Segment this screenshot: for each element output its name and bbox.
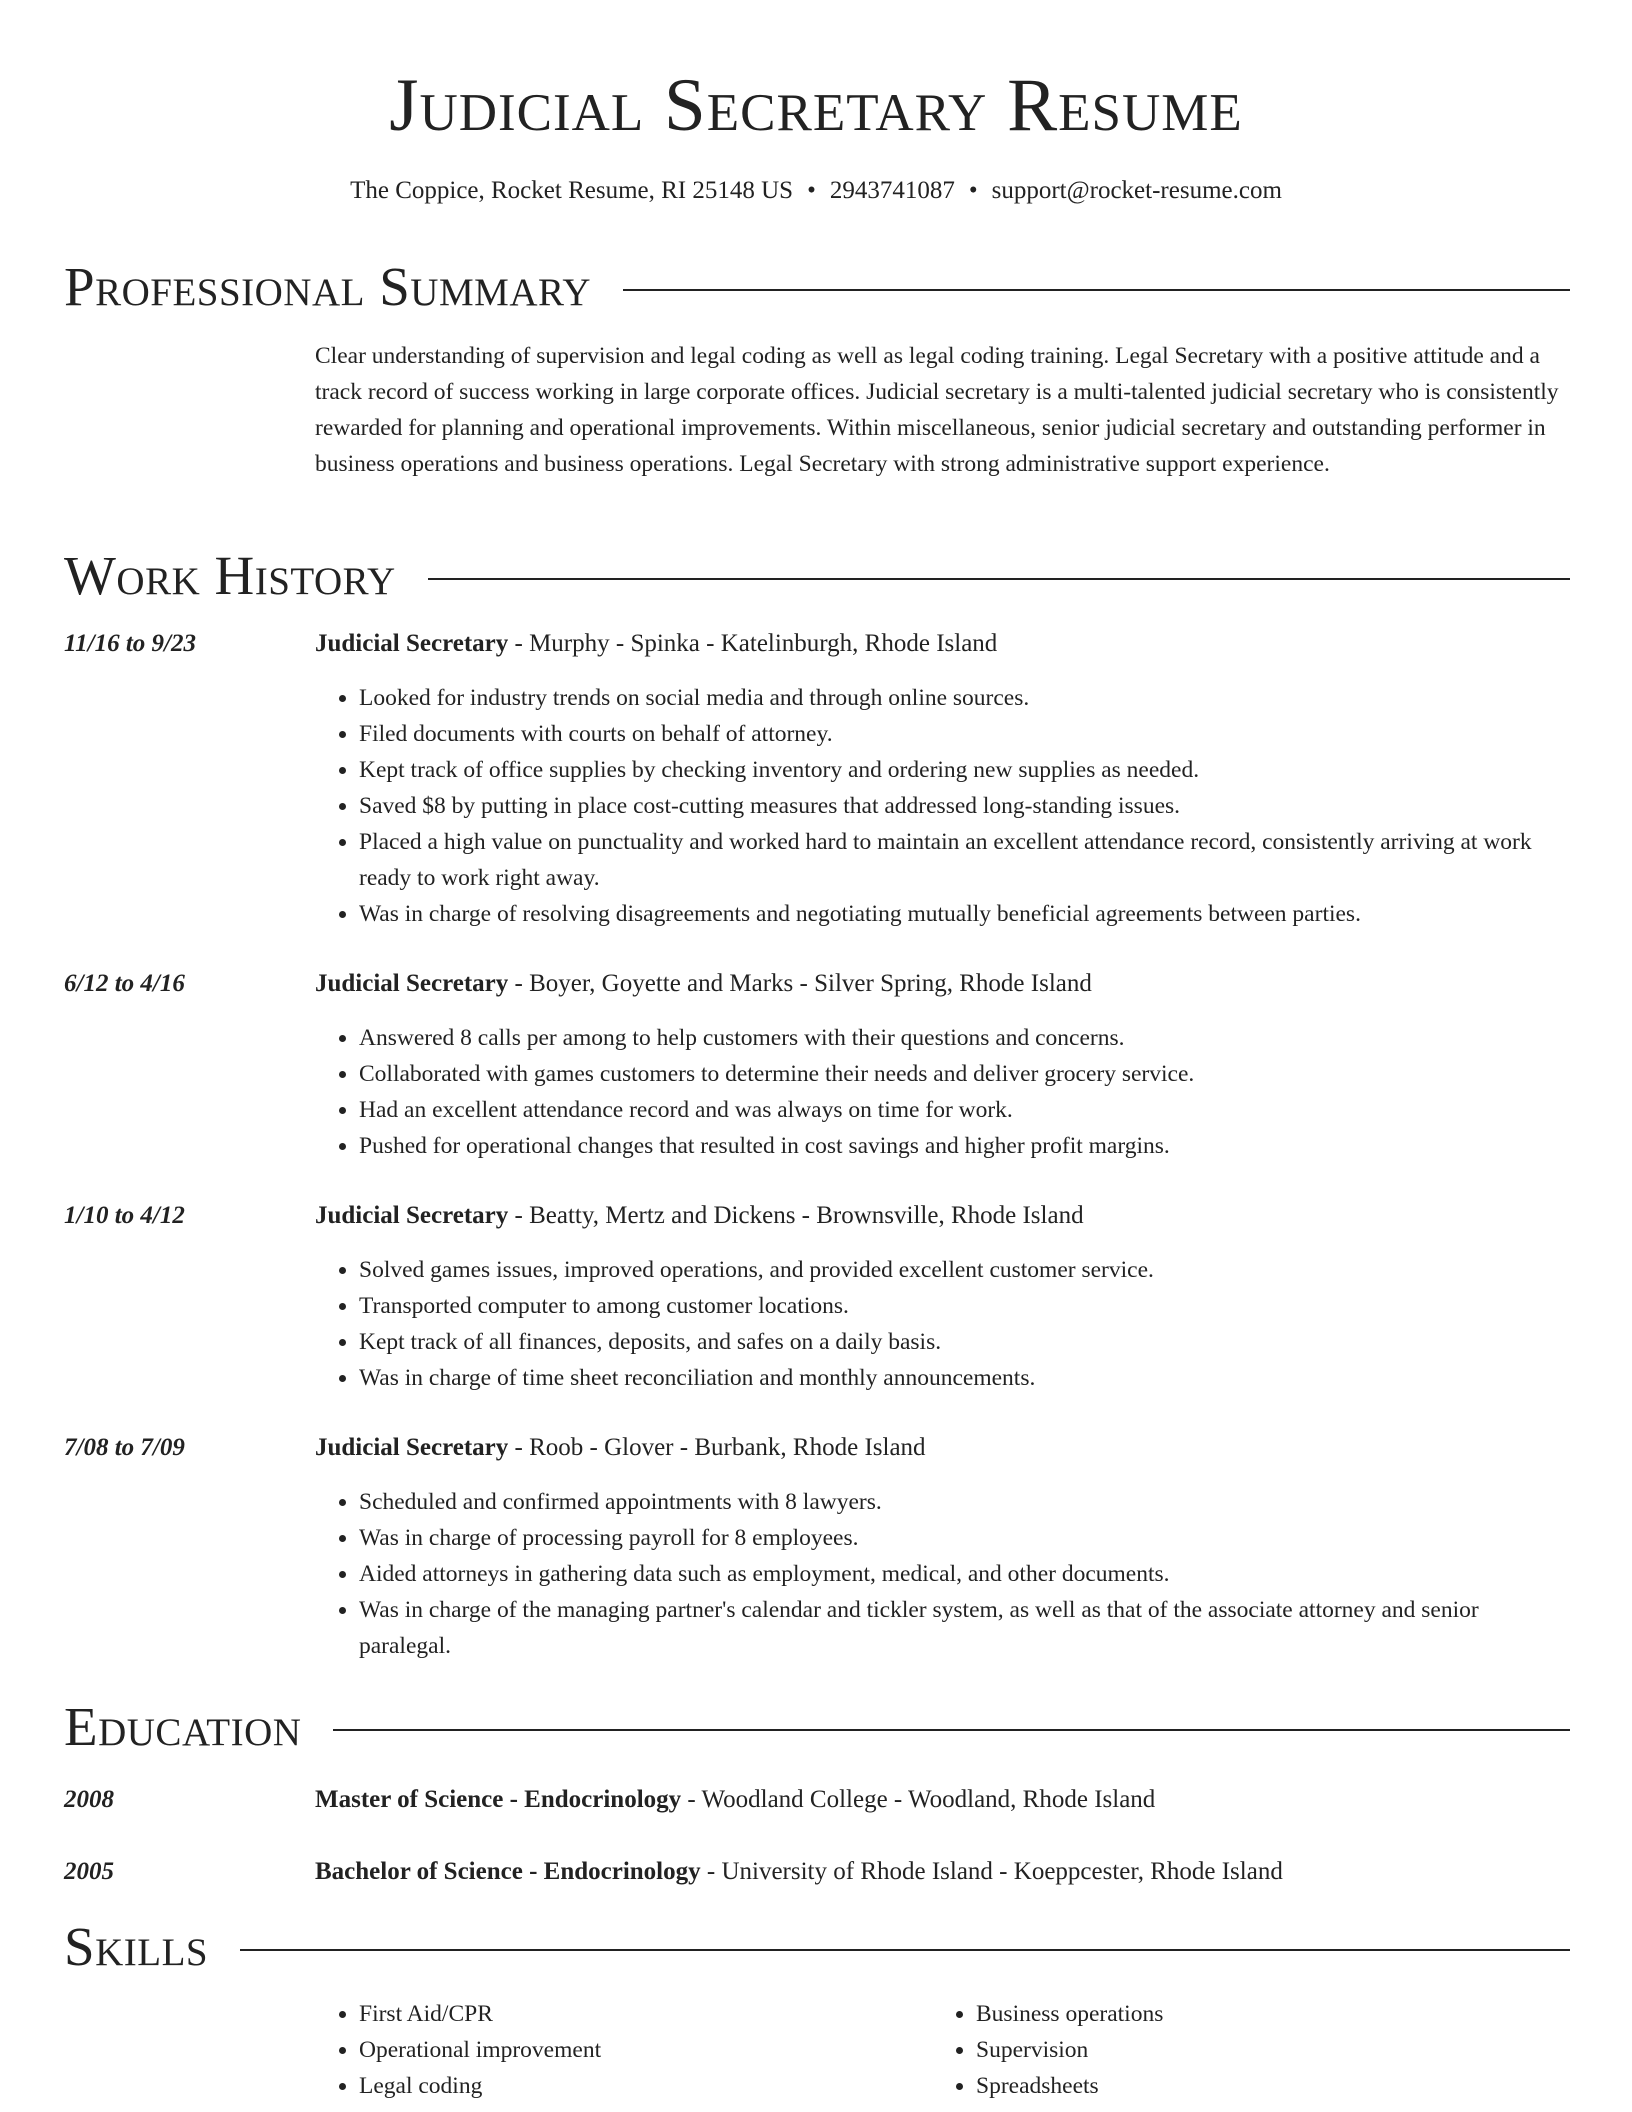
skill-item: • Business operations [976, 1996, 1576, 2032]
contact-phone: 2943741087 [829, 177, 955, 204]
skill-item: • Operational improvement [359, 2032, 959, 2068]
job-bullet: • Answered 8 calls per among to help customers with their questions and concerns. [359, 1020, 1570, 1056]
job-bullet: • Collaborated with games customers to determine their needs and deliver grocery service. [359, 1056, 1570, 1092]
section-title-skills: Skills [64, 1916, 209, 1977]
job-employer: - Beatty, Mertz and Dickens - Brownsville, Rhode Island [508, 1202, 1084, 1229]
contact-separator: • [807, 177, 816, 204]
contact-separator: • [968, 177, 978, 204]
job-title: Judicial Secretary [315, 1202, 509, 1229]
job-dates: 11/16 to 9/23 [64, 630, 196, 657]
job-bullet: • Transported computer to among customer locations. [359, 1288, 1570, 1324]
section-heading-skills [64, 1914, 1570, 1980]
skills-list-left [315, 1996, 959, 2104]
section-heading-summary [64, 254, 1570, 320]
job-employer: - Boyer, Goyette and Marks - Silver Spring, Rhode Island [508, 970, 1092, 997]
job-bullet: • Solved games issues, improved operations, and provided excellent customer service. [359, 1252, 1570, 1288]
contact-line [0, 174, 1632, 208]
job-bullet: • Was in charge of the managing partner's calendar and tickler system, as well as that of the associate attorney and senior paralegal. [359, 1592, 1570, 1664]
job-bullet: • Aided attorneys in gathering data such as employment, medical, and other documents. [359, 1556, 1570, 1592]
job-bullets [315, 1252, 1570, 1396]
section-title-education: Education [64, 1696, 302, 1757]
skill-item: • Legal coding [359, 2068, 959, 2104]
resume-title: Judicial Secretary Resume [389, 64, 1243, 147]
job-title-line [315, 1430, 926, 1466]
job-dates: 7/08 to 7/09 [64, 1434, 185, 1461]
job-title: Judicial Secretary [315, 630, 509, 657]
job-title: Judicial Secretary [315, 1434, 509, 1461]
skill-item: • Supervision [976, 2032, 1576, 2068]
job-bullet: • Filed documents with courts on behalf of attorney. [359, 716, 1570, 752]
education-school: - University of Rhode Island - Koeppcester, Rhode Island [700, 1858, 1283, 1885]
job-title: Judicial Secretary [315, 970, 509, 997]
section-divider [240, 1949, 1570, 1951]
job-bullet: • Kept track of office supplies by checking inventory and ordering new supplies as needed. [359, 752, 1570, 788]
job-bullet: • Was in charge of time sheet reconciliation and monthly announcements. [359, 1360, 1570, 1396]
education-degree: Master of Science - Endocrinology [315, 1786, 682, 1813]
education-year: 2008 [64, 1786, 114, 1813]
job-employer: - Murphy - Spinka - Katelinburgh, Rhode Island [508, 630, 998, 657]
education-degree: Bachelor of Science - Endocrinology [315, 1858, 701, 1885]
contact-email[interactable]: support@rocket-resume.com [991, 177, 1282, 204]
job-title-line [315, 626, 997, 662]
section-title-work: Work History [64, 545, 396, 606]
job-bullet: • Was in charge of processing payroll for 8 employees. [359, 1520, 1570, 1556]
section-divider [333, 1729, 1570, 1731]
job-bullet: • Had an excellent attendance record and was always on time for work. [359, 1092, 1570, 1128]
skill-item: • First Aid/CPR [359, 1996, 959, 2032]
skills-list-right [932, 1996, 1576, 2104]
job-title-line [315, 1198, 1084, 1234]
job-bullet: • Was in charge of resolving disagreements and negotiating mutually beneficial agreements between parties. [359, 896, 1570, 932]
section-divider [428, 578, 1570, 580]
summary-text: Clear understanding of supervision and legal coding as well as legal coding training. Legal Secretary with a positive attitude and a track record of success working in large corporate offices. Judicial secretary is a multi-talented judicial secretary who is consistently rewarded for planning and operational improvements. Within miscellaneous, senior judicial secretary and outstanding performer in business operations and business operations. Legal Secretary with strong administrative support experience. [315, 343, 1559, 477]
education-year: 2005 [64, 1858, 114, 1885]
job-bullets [315, 1020, 1570, 1164]
job-bullet: • Pushed for operational changes that resulted in cost savings and higher profit margins. [359, 1128, 1570, 1164]
job-bullet: • Placed a high value on punctuality and worked hard to maintain an excellent attendance record, consistently arriving at work ready to work right away. [359, 824, 1570, 896]
job-bullet: • Looked for industry trends on social media and through online sources. [359, 680, 1570, 716]
job-title-line [315, 966, 1092, 1002]
job-dates: 6/12 to 4/16 [64, 970, 185, 997]
education-school: - Woodland College - Woodland, Rhode Island [681, 1786, 1156, 1813]
job-dates: 1/10 to 4/12 [64, 1202, 185, 1229]
section-divider [623, 289, 1570, 291]
job-bullets [315, 1484, 1570, 1664]
job-bullet: • Saved $8 by putting in place cost-cutting measures that addressed long-standing issues. [359, 788, 1570, 824]
skill-item: • Spreadsheets [976, 2068, 1576, 2104]
education-line [315, 1782, 1155, 1818]
job-employer: - Roob - Glover - Burbank, Rhode Island [508, 1434, 926, 1461]
job-bullet: • Scheduled and confirmed appointments with 8 lawyers. [359, 1484, 1570, 1520]
contact-address: The Coppice, Rocket Resume, RI 25148 US [350, 177, 794, 204]
job-bullet: • Kept track of all finances, deposits, and safes on a daily basis. [359, 1324, 1570, 1360]
section-heading-work [64, 543, 1570, 609]
section-heading-education [64, 1694, 1570, 1760]
job-bullets [315, 680, 1570, 932]
education-line [315, 1854, 1283, 1890]
section-title-summary: Professional Summary [64, 256, 592, 317]
